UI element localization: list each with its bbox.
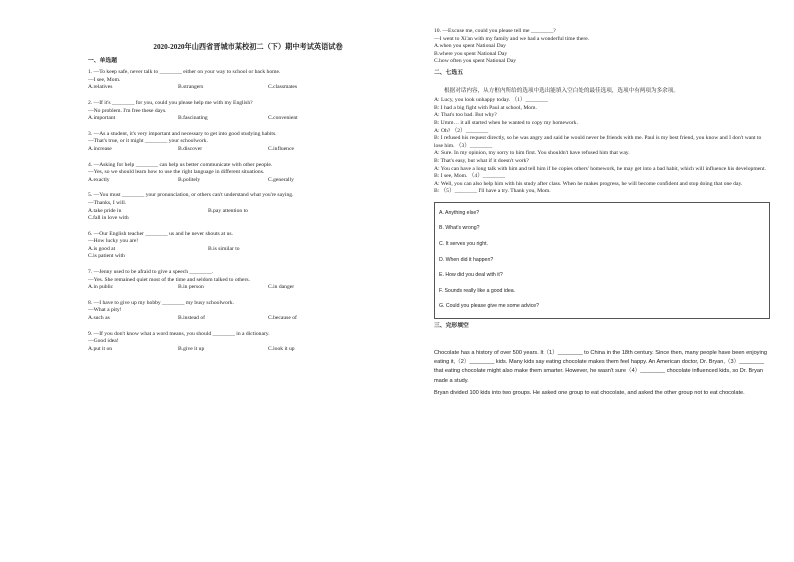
left-column (88, 28, 408, 361)
question-stem: —Good idea! (88, 338, 119, 345)
dialog-line: B: I refused his request directly, so he was angry and said he would never be friends with me. Paul is my best friend, you know and I don't want to lose him. （3）________ (434, 135, 762, 149)
option: B.politely (178, 176, 201, 183)
question-stem: 3. —As a student, it's very important and necessary to get into good studying habits. (88, 130, 277, 137)
right-column (434, 28, 770, 402)
question-stem: 5. —You must ________ your pronunciation, or others can't understand what you're saying. (88, 192, 294, 199)
dialog-line: A: Oh? （2）________ (434, 127, 489, 134)
options-row (88, 346, 408, 354)
option: B.discover (178, 145, 203, 152)
question-stem: —What a pity! (88, 307, 122, 314)
choice-option: C. It serves you right. (439, 241, 489, 248)
dialog-line: A: Lucy, you look unhappy today. （1）________ (434, 97, 548, 104)
choice-option: B. What's wrong? (439, 225, 480, 232)
option: B.instead of (178, 315, 206, 322)
question-stem: 10. —Excuse me, could you please tell me ________? (434, 28, 556, 34)
options-row (88, 146, 408, 154)
choice-option: F. Sounds really like a good idea. (439, 287, 516, 294)
option: B.is similar to (208, 245, 240, 252)
question-stem: 6. —Our English teacher ________ us and he never shouts at us. (88, 230, 233, 237)
option: B.in person (178, 284, 204, 291)
dialog-line: A: Well, you can also help him with his study after class. When he makes progress, he will become confident and stop doing that one day. (434, 180, 743, 187)
options-row (88, 84, 408, 92)
option: A.when you spent National Day (434, 43, 506, 50)
option: C.influence (268, 145, 294, 152)
dialog (434, 97, 770, 196)
question-2 (88, 100, 408, 123)
choice-box (434, 202, 770, 319)
option: B.strangers (178, 84, 204, 91)
dialog-line: B: （5）________ I'll have a try. Thank you, Mom. (434, 188, 551, 195)
choice-option: D. When did it happen? (439, 256, 494, 263)
option: C.because of (268, 315, 297, 322)
cloze-paragraph: Bryan divided 100 kids into two groups. He asked one group to eat chocolate, and asked the other group not to eat chocolate. (434, 390, 745, 397)
dialog-line: A: Sure. In my opinion, my sorry to him first. You shouldn't have refused him that way. (434, 150, 630, 157)
question-8 (88, 300, 408, 323)
option: C.how often you spent National Day (434, 58, 517, 65)
option: A.increase (88, 145, 112, 152)
section-instruction: 根据对话内容，从方框内所给的选项中选出能填入空白处的最佳选项，选项中有两项为多余项。 (444, 87, 679, 94)
dialog-line: B: I see, Mom. （4）________ (434, 173, 506, 180)
option: A.relatives (88, 84, 113, 91)
options-row (88, 246, 408, 254)
question-list (88, 69, 408, 353)
option: A.in public (88, 284, 114, 291)
exam-page (78, 28, 768, 533)
question-9 (88, 331, 408, 354)
question-6 (88, 231, 408, 261)
choice-option: E. How did you deal with it? (439, 272, 503, 279)
option: C.look it up (268, 345, 295, 352)
question-stem: 8. —I have to give up my hobby ________ my busy schoolwork. (88, 299, 234, 306)
option: A.is good at (88, 245, 116, 252)
question-7 (88, 269, 408, 292)
question-10 (434, 28, 770, 66)
question-stem: —No problem. I'm free these days. (88, 107, 167, 114)
option: A.exactly (88, 176, 110, 183)
option: A.take pride in (88, 207, 122, 214)
option: C.generally (268, 176, 294, 183)
section-heading-seven-choose-five: 二、七选五 (434, 69, 463, 76)
option: A.such as (88, 315, 110, 322)
question-stem: 2. —If it's ________ for you, could you please help me with my English? (88, 99, 253, 106)
options-row (88, 315, 408, 323)
cloze-paragraph: Chocolate has a history of over 500 years. It（1）________ to China in the 18th century. Since then, many people have been enjoying eating it,（2）________ kids. Many kids say eating chocolate makes them feel happy. An American doctor, Dr. Bryan,（3）________ that eating chocolate might also make them smarter. However, he wasn't sure（4）________ chocolate influenced kids, so Dr. Bryan made a study. (434, 349, 767, 384)
option: C.fall in love with (88, 215, 129, 222)
exam-title: 2020-2020年山西省晋城市某校初二（下）期中考试英语试卷 (153, 43, 343, 51)
option: B.pay attention to (208, 207, 248, 214)
option: C.is patient with (88, 253, 125, 260)
question-stem: —Yes, so we should learn how to use the right language in different situations. (88, 169, 265, 176)
option: B.give it up (178, 345, 205, 352)
dialog-line: B: Umm… it all started when he wanted to copy my homework. (434, 119, 578, 126)
dialog-line: A: That's too bad. But why? (434, 112, 497, 119)
options-row (88, 208, 408, 216)
options-row (88, 177, 408, 185)
option: A.put it on (88, 345, 113, 352)
section-heading-cloze: 三、完形填空 (434, 323, 469, 330)
question-stem: 1. —To keep safe, never talk to ________ either on your way to school or back home. (88, 69, 281, 76)
question-stem: —I see, Mom. (88, 76, 121, 83)
question-1 (88, 69, 408, 92)
option: C.classmates (268, 84, 298, 91)
question-stem: 9. —If you don't know what a word means, you should ________ in a dictionary. (88, 330, 270, 337)
option: C.in danger (268, 284, 295, 291)
section-heading-single-choice: 一、单选题 (88, 57, 117, 64)
option: B.where you spent National Day (434, 50, 508, 57)
question-4 (88, 162, 408, 185)
choice-option: A. Anything else? (439, 209, 480, 216)
question-stem: —Yes. She remained quiet most of the time and seldom talked to others. (88, 276, 250, 283)
option: A.important (88, 115, 116, 122)
options-row (88, 284, 408, 292)
question-3 (88, 131, 408, 154)
dialog-line: B: I had a big fight with Paul at school, Mom. (434, 104, 537, 111)
question-stem: —That's true, or it might ________ your schoolwork. (88, 138, 208, 145)
question-stem: —How lucky you are! (88, 238, 139, 245)
choice-option: G. Could you please give me some advice? (439, 303, 540, 310)
question-stem: 4. —Asking for help ________ can help us better communicate with other people. (88, 161, 273, 168)
cloze-passage (434, 349, 770, 399)
question-5 (88, 192, 408, 222)
question-stem: —I went to Xi'an with my family and we had a wonderful time there. (434, 35, 590, 42)
question-stem: 7. —Jenny used to be afraid to give a speech ________. (88, 269, 214, 276)
dialog-line: B: That's easy, but what if it doesn't work? (434, 157, 529, 164)
option: C.convenient (268, 115, 298, 122)
option: B.fascinating (178, 115, 208, 122)
options-row (88, 115, 408, 123)
question-stem: —Thanks, I will. (88, 199, 127, 206)
dialog-line: A: You can have a long talk with him and tell him if he copies others' homework, he may get into a bad habit, which will influence his development. (434, 165, 766, 172)
